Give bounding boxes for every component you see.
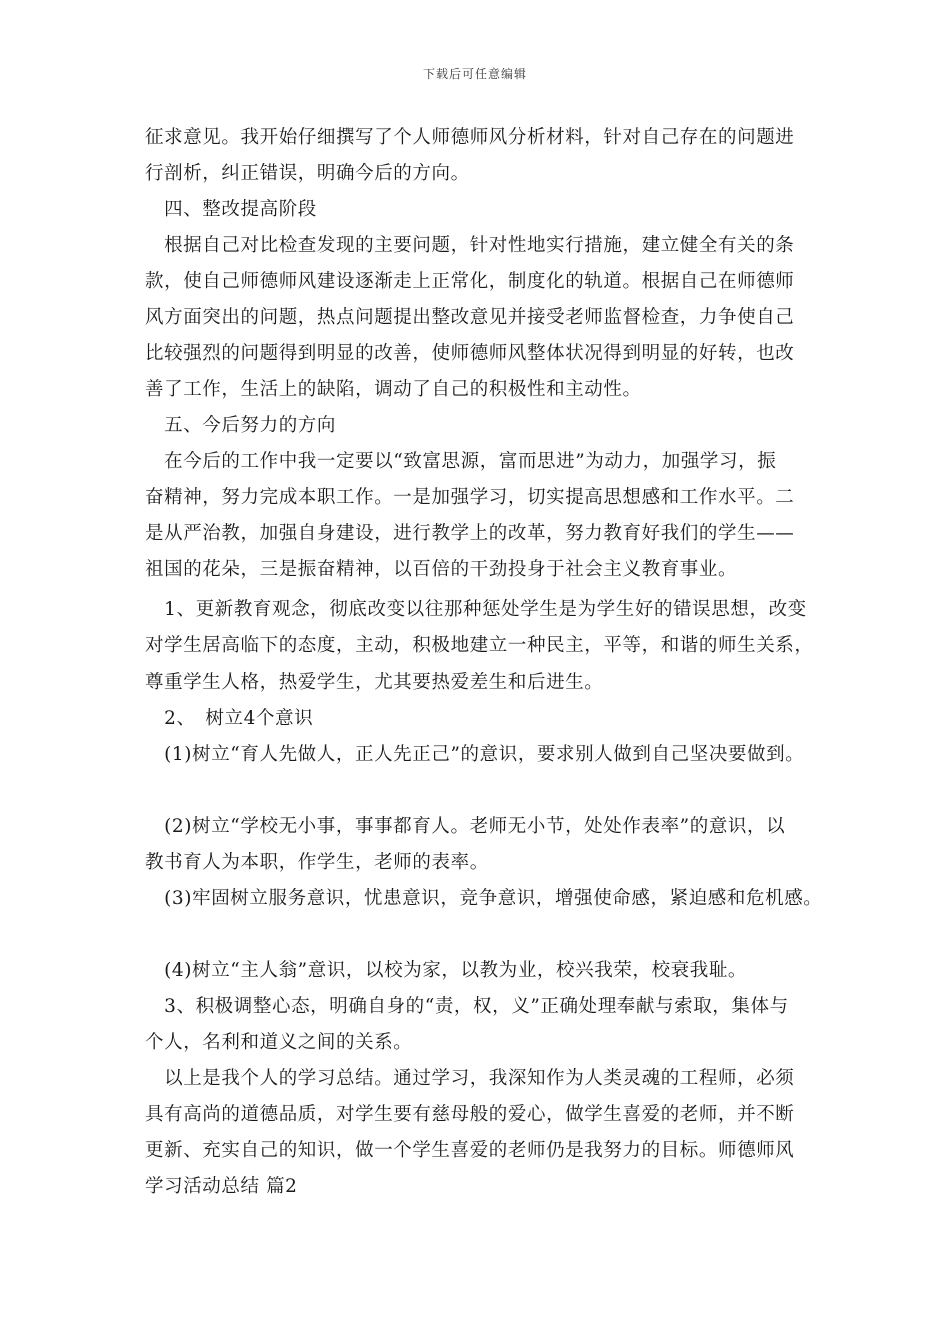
text-line: 是从严治教，加强自身建设，进行教学上的改革，努力教育好我们的学生—— — [145, 523, 795, 544]
section-heading: 四、整改提高阶段 — [145, 199, 317, 220]
text-line: (3)牢固树立服务意识，忧患意识，竞争意识，增强使命感，紧迫感和危机感。 — [145, 888, 823, 909]
list-heading: 2、 树立4个意识 — [145, 708, 314, 729]
text-line: 更新、充实自己的知识，做一个学生喜爱的老师仍是我努力的目标。师德师风 — [145, 1140, 795, 1161]
text-line: 在今后的工作中我一定要以“致富思源，富而思进”为动力，加强学习，振 — [145, 451, 777, 472]
text-line: 尊重学生人格，热爱学生，尤其要热爱差生和后进生。 — [145, 672, 604, 693]
text-line: 3、积极调整心态，明确自身的“责，权，义”正确处理奉献与索取，集体与 — [145, 996, 789, 1017]
text-line: 个人，名利和道义之间的关系。 — [145, 1032, 413, 1053]
text-line: 教书育人为本职，作学生，老师的表率。 — [145, 852, 489, 873]
text-line: 具有高尚的道德品质，对学生要有慈母般的爱心，做学生喜爱的老师，并不断 — [145, 1104, 795, 1125]
text-line: 征求意见。我开始仔细撰写了个人师德师风分析材料，针对自己存在的问题进 — [145, 127, 795, 148]
text-line: (1)树立“育人先做人，正人先正己”的意识，要求别人做到自己坚决要做到。 — [145, 744, 805, 765]
text-line: (4)树立“主人翁”意识，以校为家，以教为业，校兴我荣，校衰我耻。 — [145, 960, 748, 981]
text-line: 以上是我个人的学习总结。通过学习，我深知作为人类灵魂的工程师，必须 — [145, 1068, 795, 1089]
text-line: 根据自己对比检查发现的主要问题，针对性地实行措施，建立健全有关的条 — [145, 235, 795, 256]
page-header: 下载后可任意编辑 — [422, 67, 527, 81]
text-line: 1、更新教育观念，彻底改变以往那种惩处学生是为学生好的错误思想，改变 — [145, 599, 807, 620]
text-line: (2)树立“学校无小事，事事都育人。老师无小节，处处作表率”的意识，以 — [145, 816, 786, 837]
text-line: 风方面突出的问题，热点问题提出整改意见并接受老师监督检查，力争使自己 — [145, 307, 795, 328]
text-line: 奋精神，努力完成本职工作。一是加强学习，切实提高思想感和工作水平。二 — [145, 487, 795, 508]
section-heading: 五、今后努力的方向 — [145, 415, 337, 436]
text-line: 对学生居高临下的态度，主动，积极地建立一种民主，平等，和谐的师生关系， — [145, 635, 814, 656]
text-line: 行剖析，纠正错误，明确今后的方向。 — [145, 163, 470, 184]
text-line: 祖国的花朵，三是振奋精神，以百倍的干劲投身于社会主义教育事业。 — [145, 559, 738, 580]
text-line: 善了工作，生活上的缺陷，调动了自己的积极性和主动性。 — [145, 379, 642, 400]
text-line: 款，使自己师德师风建设逐渐走上正常化，制度化的轨道。根据自己在师德师 — [145, 271, 795, 292]
text-line: 学习活动总结 篇2 — [145, 1176, 298, 1197]
text-line: 比较强烈的问题得到明显的改善，使师德师风整体状况得到明显的好转，也改 — [145, 343, 795, 364]
